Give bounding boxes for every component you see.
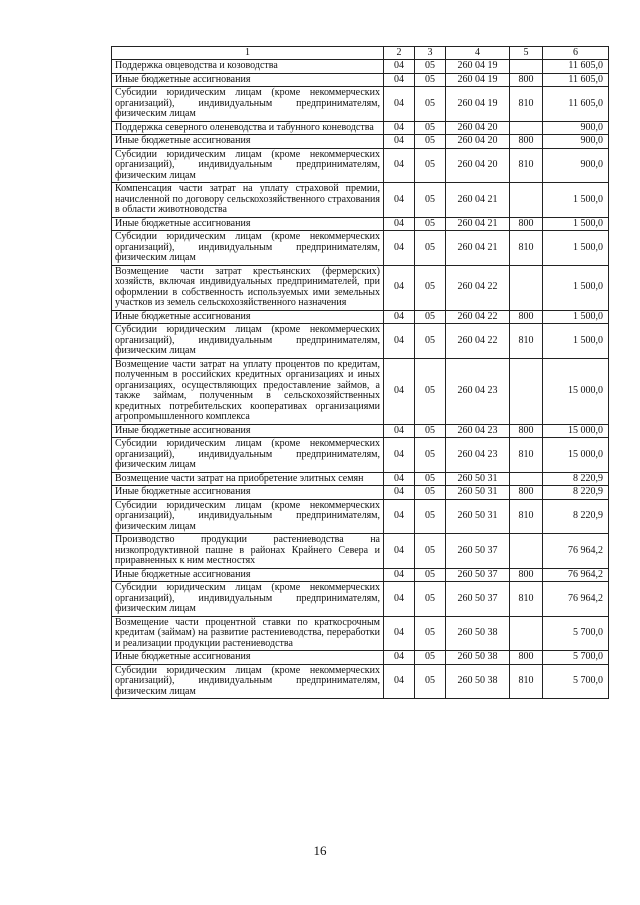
cell-name: Иные бюджетные ассигнования bbox=[112, 217, 384, 231]
cell-name: Иные бюджетные ассигнования bbox=[112, 424, 384, 438]
cell-vr bbox=[510, 358, 543, 424]
cell-rz: 04 bbox=[384, 87, 415, 122]
cell-rz: 04 bbox=[384, 183, 415, 218]
cell-sum: 1 500,0 bbox=[543, 231, 609, 266]
table-row bbox=[112, 499, 609, 534]
cell-name: Возмещение части затрат на уплату процентов по кредитам, полученным в российских кредитных организациях и иных организациях, осуществляющих предоставление займов, а также займам, полученным в сельскохозяйственных кредитных потребительских кооперативах организациями агропромышленного комплекса bbox=[112, 358, 384, 424]
header-col-pr: 3 bbox=[415, 47, 446, 60]
cell-pr: 05 bbox=[415, 265, 446, 310]
cell-name: Иные бюджетные ассигнования bbox=[112, 73, 384, 87]
cell-name: Иные бюджетные ассигнования bbox=[112, 135, 384, 149]
cell-name: Иные бюджетные ассигнования bbox=[112, 651, 384, 665]
cell-name: Компенсация части затрат на уплату страховой премии, начисленной по договору сельскохозяйственного страхования в области животноводства bbox=[112, 183, 384, 218]
cell-rz: 04 bbox=[384, 148, 415, 183]
cell-sum: 15 000,0 bbox=[543, 438, 609, 473]
cell-vr: 810 bbox=[510, 87, 543, 122]
cell-name: Субсидии юридическим лицам (кроме некоммерческих организаций), индивидуальным предпринимателям, физическим лицам bbox=[112, 438, 384, 473]
cell-csr: 260 50 37 bbox=[446, 568, 510, 582]
cell-vr: 810 bbox=[510, 664, 543, 699]
cell-pr: 05 bbox=[415, 616, 446, 651]
cell-rz: 04 bbox=[384, 486, 415, 500]
cell-sum: 1 500,0 bbox=[543, 324, 609, 359]
table-row bbox=[112, 231, 609, 266]
cell-name: Возмещение части затрат крестьянских (фермерских) хозяйств, включая индивидуальных предпринимателей, при оформлении в собственность используемых ими земельных участков из земель сельскохозяйственного назначения bbox=[112, 265, 384, 310]
cell-csr: 260 04 20 bbox=[446, 135, 510, 149]
cell-vr bbox=[510, 472, 543, 486]
cell-vr bbox=[510, 121, 543, 135]
cell-rz: 04 bbox=[384, 499, 415, 534]
cell-pr: 05 bbox=[415, 582, 446, 617]
header-col-csr: 4 bbox=[446, 47, 510, 60]
table-row bbox=[112, 73, 609, 87]
cell-pr: 05 bbox=[415, 217, 446, 231]
cell-pr: 05 bbox=[415, 310, 446, 324]
cell-vr: 810 bbox=[510, 231, 543, 266]
cell-name: Субсидии юридическим лицам (кроме некоммерческих организаций), индивидуальным предпринимателям, физическим лицам bbox=[112, 87, 384, 122]
cell-vr: 800 bbox=[510, 135, 543, 149]
cell-name: Иные бюджетные ассигнования bbox=[112, 486, 384, 500]
cell-csr: 260 04 21 bbox=[446, 231, 510, 266]
table-row bbox=[112, 324, 609, 359]
page-number: 16 bbox=[313, 843, 327, 858]
cell-sum: 1 500,0 bbox=[543, 183, 609, 218]
cell-sum: 1 500,0 bbox=[543, 217, 609, 231]
cell-vr: 800 bbox=[510, 310, 543, 324]
cell-sum: 5 700,0 bbox=[543, 651, 609, 665]
cell-rz: 04 bbox=[384, 310, 415, 324]
cell-rz: 04 bbox=[384, 324, 415, 359]
cell-pr: 05 bbox=[415, 664, 446, 699]
cell-name: Возмещение части процентной ставки по краткосрочным кредитам (займам) на развитие растениеводства, переработки и реализации продукции растениеводства bbox=[112, 616, 384, 651]
cell-csr: 260 04 20 bbox=[446, 121, 510, 135]
cell-rz: 04 bbox=[384, 534, 415, 569]
table-row bbox=[112, 217, 609, 231]
cell-vr: 800 bbox=[510, 651, 543, 665]
cell-sum: 11 605,0 bbox=[543, 60, 609, 74]
header-col-sum: 6 bbox=[543, 47, 609, 60]
cell-csr: 260 50 37 bbox=[446, 582, 510, 617]
cell-pr: 05 bbox=[415, 324, 446, 359]
table-row bbox=[112, 582, 609, 617]
cell-name: Субсидии юридическим лицам (кроме некоммерческих организаций), индивидуальным предпринимателям, физическим лицам bbox=[112, 582, 384, 617]
header-col-rz: 2 bbox=[384, 47, 415, 60]
cell-csr: 260 04 19 bbox=[446, 87, 510, 122]
cell-vr: 800 bbox=[510, 486, 543, 500]
table-row bbox=[112, 265, 609, 310]
cell-sum: 8 220,9 bbox=[543, 472, 609, 486]
cell-rz: 04 bbox=[384, 60, 415, 74]
cell-rz: 04 bbox=[384, 135, 415, 149]
cell-csr: 260 04 19 bbox=[446, 73, 510, 87]
cell-rz: 04 bbox=[384, 424, 415, 438]
cell-vr: 810 bbox=[510, 324, 543, 359]
cell-vr: 810 bbox=[510, 148, 543, 183]
cell-sum: 8 220,9 bbox=[543, 486, 609, 500]
cell-sum: 76 964,2 bbox=[543, 582, 609, 617]
cell-csr: 260 50 38 bbox=[446, 651, 510, 665]
cell-pr: 05 bbox=[415, 472, 446, 486]
cell-vr bbox=[510, 534, 543, 569]
cell-pr: 05 bbox=[415, 183, 446, 218]
table-row bbox=[112, 664, 609, 699]
cell-pr: 05 bbox=[415, 231, 446, 266]
cell-csr: 260 04 22 bbox=[446, 265, 510, 310]
cell-name: Субсидии юридическим лицам (кроме некоммерческих организаций), индивидуальным предпринимателям, физическим лицам bbox=[112, 231, 384, 266]
cell-pr: 05 bbox=[415, 651, 446, 665]
table-row bbox=[112, 616, 609, 651]
cell-pr: 05 bbox=[415, 60, 446, 74]
cell-sum: 15 000,0 bbox=[543, 424, 609, 438]
table-row bbox=[112, 438, 609, 473]
cell-pr: 05 bbox=[415, 87, 446, 122]
cell-rz: 04 bbox=[384, 568, 415, 582]
table-row bbox=[112, 310, 609, 324]
cell-rz: 04 bbox=[384, 664, 415, 699]
cell-rz: 04 bbox=[384, 582, 415, 617]
table-row bbox=[112, 87, 609, 122]
cell-vr: 800 bbox=[510, 73, 543, 87]
table-row bbox=[112, 148, 609, 183]
table-row bbox=[112, 424, 609, 438]
cell-csr: 260 50 38 bbox=[446, 664, 510, 699]
cell-vr: 810 bbox=[510, 499, 543, 534]
cell-csr: 260 04 22 bbox=[446, 310, 510, 324]
cell-pr: 05 bbox=[415, 499, 446, 534]
cell-vr: 810 bbox=[510, 438, 543, 473]
cell-pr: 05 bbox=[415, 534, 446, 569]
cell-csr: 260 04 21 bbox=[446, 183, 510, 218]
cell-name: Субсидии юридическим лицам (кроме некоммерческих организаций), индивидуальным предпринимателям, физическим лицам bbox=[112, 324, 384, 359]
cell-name: Поддержка северного оленеводства и табунного коневодства bbox=[112, 121, 384, 135]
table-row bbox=[112, 183, 609, 218]
table-row bbox=[112, 472, 609, 486]
cell-csr: 260 50 37 bbox=[446, 534, 510, 569]
cell-csr: 260 04 23 bbox=[446, 358, 510, 424]
cell-sum: 900,0 bbox=[543, 148, 609, 183]
budget-table-sheet bbox=[111, 46, 608, 699]
cell-sum: 900,0 bbox=[543, 135, 609, 149]
cell-sum: 900,0 bbox=[543, 121, 609, 135]
cell-rz: 04 bbox=[384, 265, 415, 310]
cell-csr: 260 50 31 bbox=[446, 486, 510, 500]
cell-pr: 05 bbox=[415, 424, 446, 438]
table-header-row bbox=[112, 47, 609, 60]
cell-sum: 5 700,0 bbox=[543, 616, 609, 651]
table-row bbox=[112, 568, 609, 582]
cell-sum: 11 605,0 bbox=[543, 73, 609, 87]
cell-pr: 05 bbox=[415, 148, 446, 183]
header-col-name: 1 bbox=[112, 47, 384, 60]
cell-pr: 05 bbox=[415, 121, 446, 135]
cell-sum: 8 220,9 bbox=[543, 499, 609, 534]
cell-name: Поддержка овцеводства и козоводства bbox=[112, 60, 384, 74]
cell-vr: 800 bbox=[510, 217, 543, 231]
cell-pr: 05 bbox=[415, 486, 446, 500]
cell-vr bbox=[510, 60, 543, 74]
cell-sum: 76 964,2 bbox=[543, 534, 609, 569]
budget-table bbox=[111, 46, 609, 699]
cell-sum: 15 000,0 bbox=[543, 358, 609, 424]
header-col-vr: 5 bbox=[510, 47, 543, 60]
cell-csr: 260 50 38 bbox=[446, 616, 510, 651]
cell-pr: 05 bbox=[415, 135, 446, 149]
cell-vr: 800 bbox=[510, 424, 543, 438]
cell-name: Возмещение части затрат на приобретение элитных семян bbox=[112, 472, 384, 486]
table-row bbox=[112, 651, 609, 665]
table-row bbox=[112, 135, 609, 149]
cell-rz: 04 bbox=[384, 438, 415, 473]
cell-vr bbox=[510, 616, 543, 651]
table-row bbox=[112, 486, 609, 500]
cell-csr: 260 50 31 bbox=[446, 472, 510, 486]
table-body bbox=[112, 60, 609, 699]
cell-csr: 260 04 19 bbox=[446, 60, 510, 74]
table-row bbox=[112, 121, 609, 135]
cell-csr: 260 04 23 bbox=[446, 438, 510, 473]
cell-rz: 04 bbox=[384, 121, 415, 135]
cell-csr: 260 04 21 bbox=[446, 217, 510, 231]
table-row bbox=[112, 60, 609, 74]
cell-sum: 1 500,0 bbox=[543, 265, 609, 310]
cell-sum: 11 605,0 bbox=[543, 87, 609, 122]
cell-name: Иные бюджетные ассигнования bbox=[112, 310, 384, 324]
table-row bbox=[112, 358, 609, 424]
cell-csr: 260 04 20 bbox=[446, 148, 510, 183]
table-row bbox=[112, 534, 609, 569]
cell-sum: 5 700,0 bbox=[543, 664, 609, 699]
cell-name: Иные бюджетные ассигнования bbox=[112, 568, 384, 582]
cell-vr bbox=[510, 183, 543, 218]
cell-rz: 04 bbox=[384, 616, 415, 651]
cell-rz: 04 bbox=[384, 217, 415, 231]
cell-rz: 04 bbox=[384, 358, 415, 424]
cell-vr bbox=[510, 265, 543, 310]
cell-name: Субсидии юридическим лицам (кроме некоммерческих организаций), индивидуальным предпринимателям, физическим лицам bbox=[112, 499, 384, 534]
cell-pr: 05 bbox=[415, 568, 446, 582]
cell-vr: 810 bbox=[510, 582, 543, 617]
cell-rz: 04 bbox=[384, 231, 415, 266]
cell-csr: 260 04 22 bbox=[446, 324, 510, 359]
cell-pr: 05 bbox=[415, 358, 446, 424]
cell-name: Субсидии юридическим лицам (кроме некоммерческих организаций), индивидуальным предпринимателям, физическим лицам bbox=[112, 148, 384, 183]
cell-name: Производство продукции растениеводства на низкопродуктивной пашне в районах Крайнего Севера и приравненных к ним местностях bbox=[112, 534, 384, 569]
cell-pr: 05 bbox=[415, 438, 446, 473]
cell-name: Субсидии юридическим лицам (кроме некоммерческих организаций), индивидуальным предпринимателям, физическим лицам bbox=[112, 664, 384, 699]
cell-rz: 04 bbox=[384, 651, 415, 665]
cell-rz: 04 bbox=[384, 73, 415, 87]
cell-rz: 04 bbox=[384, 472, 415, 486]
cell-sum: 76 964,2 bbox=[543, 568, 609, 582]
cell-csr: 260 50 31 bbox=[446, 499, 510, 534]
cell-vr: 800 bbox=[510, 568, 543, 582]
cell-csr: 260 04 23 bbox=[446, 424, 510, 438]
cell-sum: 1 500,0 bbox=[543, 310, 609, 324]
cell-pr: 05 bbox=[415, 73, 446, 87]
